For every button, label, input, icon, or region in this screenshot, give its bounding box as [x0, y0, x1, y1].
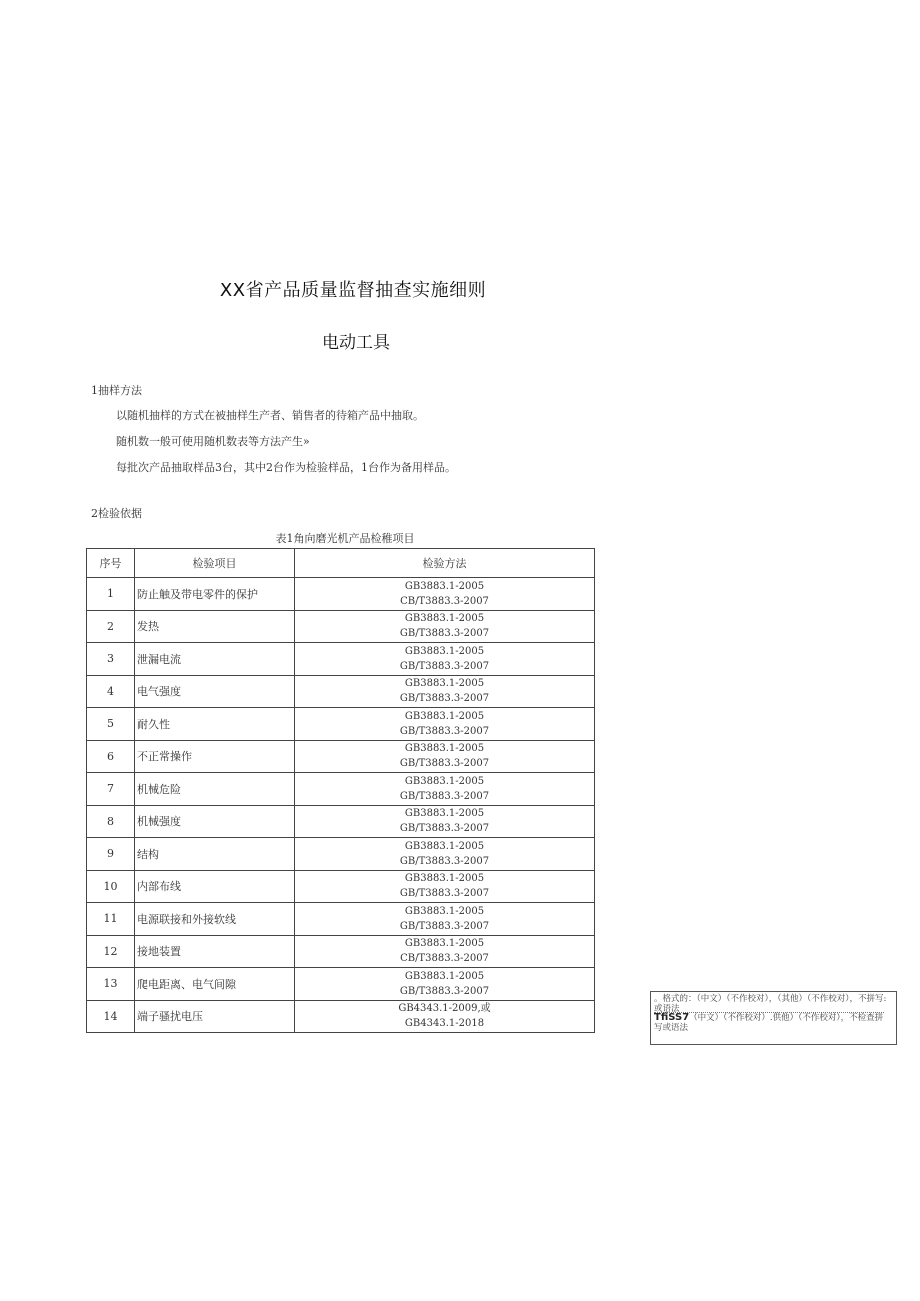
section-1-paragraph: 每批次产品抽取样品3台，其中2台作为检验样品，1台作为备用样品。 [116, 461, 456, 474]
inspection-method [295, 643, 595, 676]
inspection-method [295, 773, 595, 806]
method-standard: GB/T3883.3-2007 [399, 725, 490, 737]
method-standard: GB4343.1-2009,或 [398, 1003, 491, 1015]
row-number: 5 [87, 708, 135, 741]
inspection-item: 接地装置 [135, 935, 295, 968]
method-standard: GB/T3883.3-2007 [399, 660, 490, 672]
method-standard: GB/T3883.3-2007 [399, 920, 490, 932]
inspection-method [295, 740, 595, 773]
inspection-method [295, 805, 595, 838]
table-body [87, 578, 595, 1033]
row-number: 3 [87, 643, 135, 676]
document-title: XX省产品质量监督抽查实施细则 [219, 280, 487, 301]
table-row [87, 935, 595, 968]
inspection-method [295, 903, 595, 936]
table-row [87, 870, 595, 903]
inspection-method [295, 870, 595, 903]
method-standard: GB/T3883.3-2007 [399, 855, 490, 867]
table-row [87, 773, 595, 806]
method-standard: GB3883.1-2005 [404, 678, 485, 690]
method-standard: GB3883.1-2005 [404, 905, 485, 917]
method-standard: GB4343.1-2018 [404, 1018, 485, 1030]
table-row [87, 643, 595, 676]
table-row [87, 838, 595, 871]
method-standard: GB3883.1-2005 [404, 743, 485, 755]
method-standard: GB3883.1-2005 [404, 938, 485, 950]
method-standard: GB3883.1-2005 [404, 808, 485, 820]
method-standard: CB/T3883.3-2007 [400, 595, 489, 607]
inspection-item: 机械危险 [135, 773, 295, 806]
inspection-item: 耐久性 [135, 708, 295, 741]
table-row [87, 903, 595, 936]
inspection-method [295, 610, 595, 643]
inspection-item: 发热 [135, 610, 295, 643]
row-number: 7 [87, 773, 135, 806]
method-standard: GB/T3883.3-2007 [399, 888, 490, 900]
row-number: 9 [87, 838, 135, 871]
method-standard: GB/T3883.3-2007 [399, 985, 490, 997]
row-number: 4 [87, 675, 135, 708]
row-number: 12 [87, 935, 135, 968]
inspection-item: 端子骚扰电压 [135, 1000, 295, 1033]
column-header-method: 检验方法 [295, 549, 595, 578]
method-standard: GB3883.1-2005 [404, 613, 485, 625]
comment-label: TfiSS7 [654, 1012, 690, 1023]
comment-box [650, 991, 897, 1045]
row-number: 8 [87, 805, 135, 838]
section-1-paragraph: 以随机抽样的方式在被抽样生产者、销售者的待箱产品中抽取。 [116, 409, 424, 422]
comment-format-note-2 [654, 1013, 890, 1033]
table-row [87, 610, 595, 643]
section-2-heading: 2检验依据 [91, 507, 142, 520]
row-number: 1 [87, 578, 135, 611]
table-row [87, 578, 595, 611]
inspection-method [295, 578, 595, 611]
method-standard: GB3883.1-2005 [404, 840, 485, 852]
inspection-item: 电源联接和外接软线 [135, 903, 295, 936]
row-number: 13 [87, 968, 135, 1001]
inspection-method [295, 1000, 595, 1033]
inspection-method [295, 838, 595, 871]
method-standard: GB3883.1-2005 [404, 873, 485, 885]
column-header-item: 检验项目 [135, 549, 295, 578]
method-standard: GB/T3883.3-2007 [399, 758, 490, 770]
inspection-item: 内部布线 [135, 870, 295, 903]
table-row [87, 675, 595, 708]
inspection-item: 不正常操作 [135, 740, 295, 773]
inspection-method [295, 968, 595, 1001]
section-1-heading: 1抽样方法 [91, 384, 142, 397]
method-standard: GB3883.1-2005 [404, 580, 485, 592]
table-row [87, 740, 595, 773]
section-1-paragraph: 随机数一般可使用随机数表等方法产生» [116, 435, 310, 448]
row-number: 6 [87, 740, 135, 773]
table-caption: 表1角向磨光机产品检稚项目 [275, 532, 415, 545]
row-number: 14 [87, 1000, 135, 1033]
method-standard: GB3883.1-2005 [404, 970, 485, 982]
row-number: 2 [87, 610, 135, 643]
table-row [87, 1000, 595, 1033]
table-row [87, 708, 595, 741]
document-subtitle: 电动工具 [322, 333, 390, 353]
method-standard: GB3883.1-2005 [404, 775, 485, 787]
inspection-item: 泄漏电流 [135, 643, 295, 676]
row-number: 10 [87, 870, 135, 903]
method-standard: GB/T3883.3-2007 [399, 693, 490, 705]
comment-format-note: 。格式的：（中文）（不作校对），（其他）（不作校对），不拼写:或语法 [654, 994, 887, 1014]
inspection-method [295, 935, 595, 968]
table-row [87, 805, 595, 838]
column-header-number: 序号 [87, 549, 135, 578]
inspection-item: 机械强度 [135, 805, 295, 838]
table-row [87, 968, 595, 1001]
inspection-items-table [86, 548, 595, 1033]
row-number: 11 [87, 903, 135, 936]
inspection-item: 爬电距离、电气间隙 [135, 968, 295, 1001]
method-standard: GB/T3883.3-2007 [399, 628, 490, 640]
inspection-method [295, 708, 595, 741]
method-standard: GB/T3883.3-2007 [399, 790, 490, 802]
method-standard: GB3883.1-2005 [404, 710, 485, 722]
inspection-item: 电气强度 [135, 675, 295, 708]
inspection-item: 结构 [135, 838, 295, 871]
method-standard: GB3883.1-2005 [404, 645, 485, 657]
inspection-item: 防止触及带电零件的保护 [135, 578, 295, 611]
inspection-method [295, 675, 595, 708]
comment-text: （中文）（不作校对）.供他）（不作校对），不检查拼写或语法 [654, 1013, 884, 1033]
method-standard: GB/T3883.3-2007 [399, 823, 490, 835]
table-header-row [87, 549, 595, 578]
method-standard: CB/T3883.3-2007 [400, 953, 489, 965]
